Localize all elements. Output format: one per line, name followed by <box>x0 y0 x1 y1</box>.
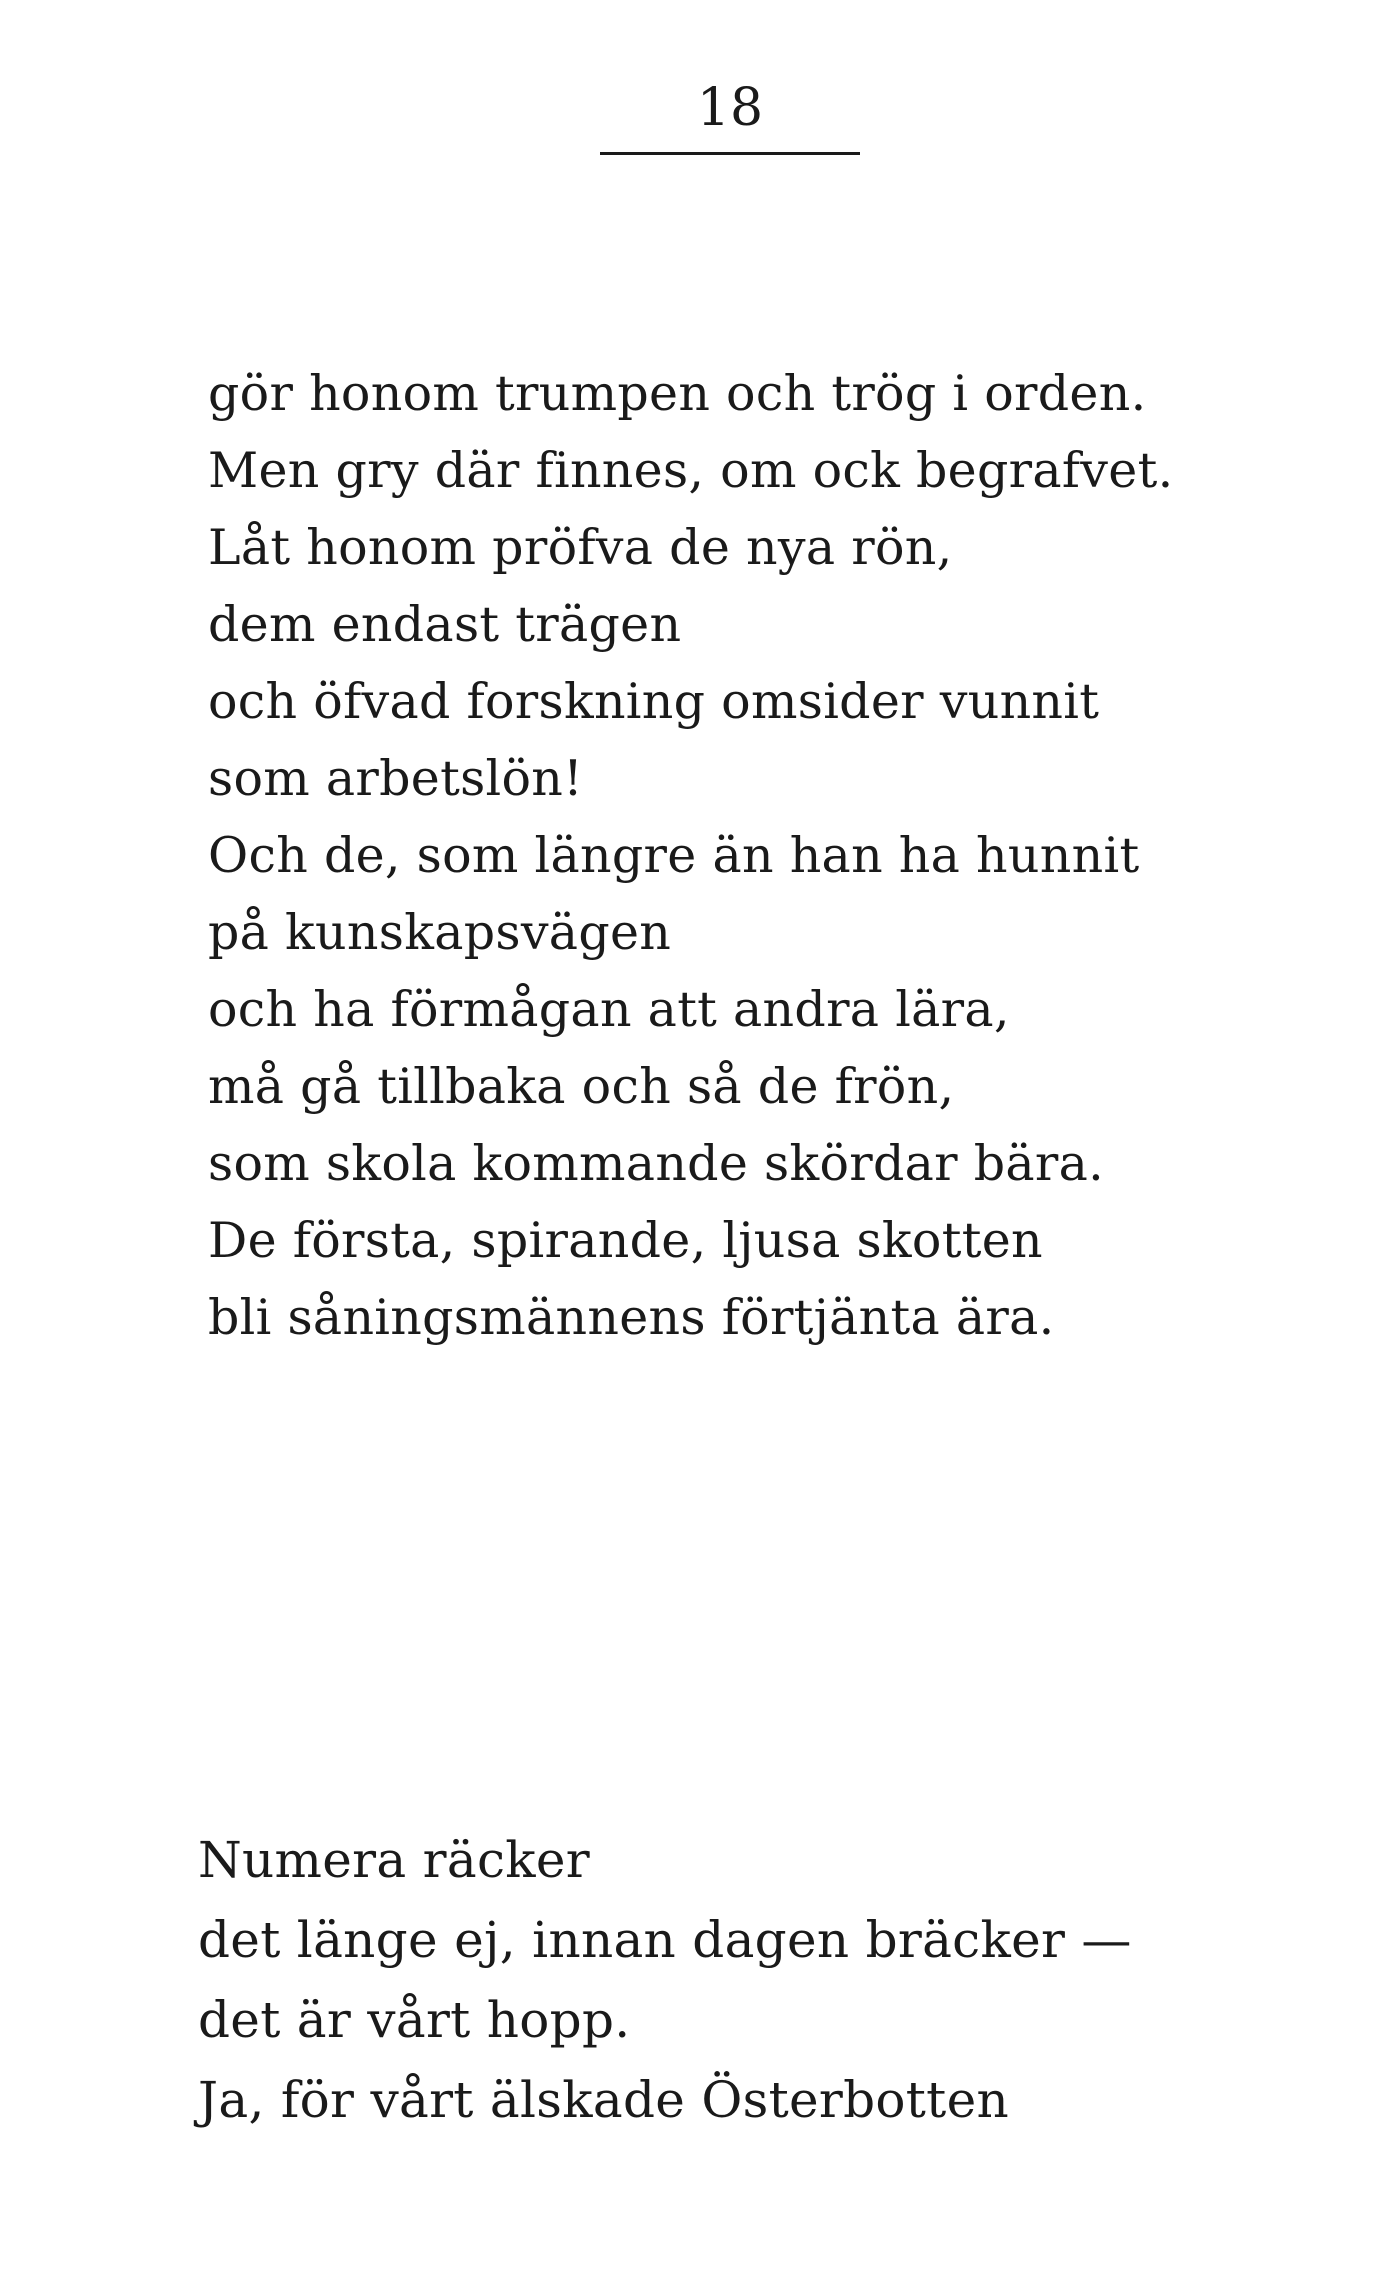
verse-line: bli såningsmännens förtjänta ära. <box>208 1289 1055 1346</box>
verse-line: må gå tillbaka och så de frön, <box>208 1058 955 1115</box>
page-number-underline <box>600 152 860 155</box>
verse-line: som skola kommande skördar bära. <box>208 1135 1105 1192</box>
stanza-2 <box>198 1820 1132 2140</box>
stanza-1 <box>208 355 1173 1356</box>
verse-line: Men gry där finnes, om ock begrafvet. <box>208 442 1174 499</box>
verse-line: det länge ej, innan dagen bräcker — <box>198 1911 1132 1969</box>
verse-line: Numera räcker <box>198 1831 590 1889</box>
verse-line: Och de, som längre än han ha hunnit <box>208 827 1140 884</box>
verse-line: gör honom trumpen och trög i orden. <box>208 365 1147 422</box>
verse-line: De första, spirande, ljusa skotten <box>208 1212 1043 1269</box>
verse-line: Ja, för vårt älskade Österbotten <box>198 2071 1009 2129</box>
verse-line: dem endast trägen <box>208 596 682 653</box>
page-number: 18 <box>696 78 764 138</box>
verse-line: Låt honom pröfva de nya rön, <box>208 519 953 576</box>
verse-line: det är vårt hopp. <box>198 1991 631 2049</box>
verse-line: som arbetslön! <box>208 750 584 807</box>
verse-line: på kunskapsvägen <box>208 904 672 961</box>
verse-line: och ha förmågan att andra lära, <box>208 981 1010 1038</box>
verse-line: och öfvad forskning omsider vunnit <box>208 673 1100 730</box>
